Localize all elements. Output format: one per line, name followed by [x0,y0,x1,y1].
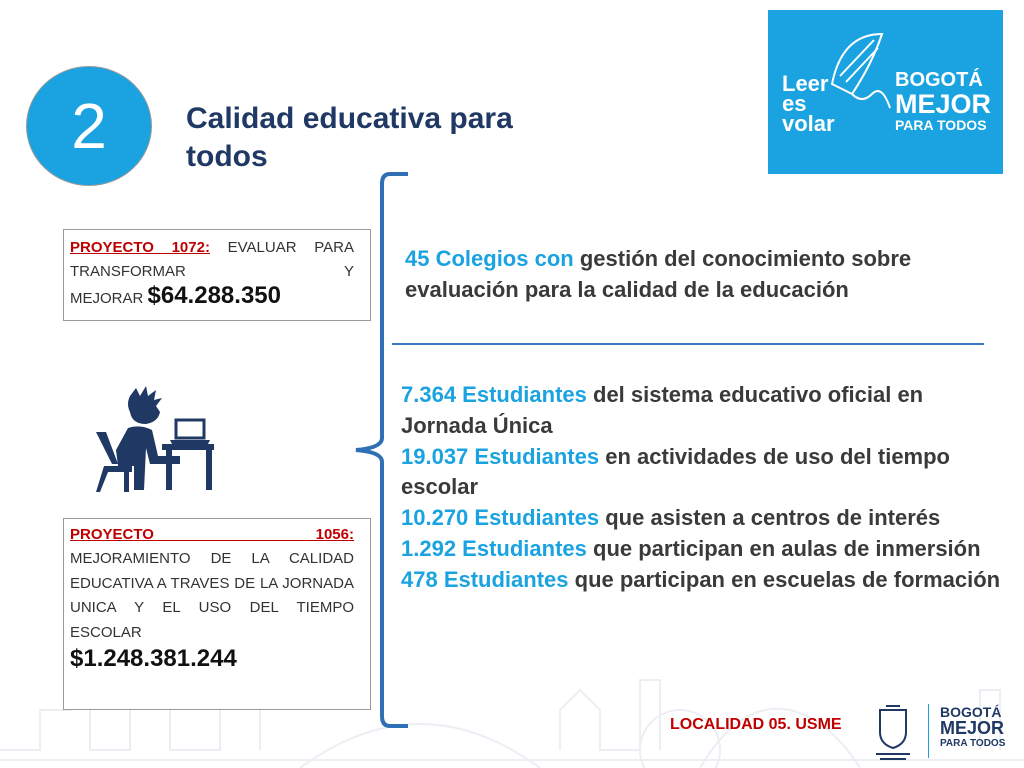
stat-highlight: 7.364 Estudiantes [401,382,587,407]
alcaldia-seal-icon [868,702,918,762]
footer-bogota: BOGOTÁ [940,704,1002,720]
slide-number: 2 [71,90,107,162]
schools-description [405,243,965,305]
divider-line [392,343,984,345]
project-1072-box [63,229,371,321]
footer-divider [928,704,929,758]
stat-highlight: 478 Estudiantes [401,566,569,592]
stat-text: que participan en escuelas de formación [574,566,1001,592]
slide-title: Calidad educativa para todos [186,102,513,173]
project-1072-text-b: MEJORAR [70,290,144,307]
bogota-mejor-logo [895,68,991,134]
project-1056-text: MEJORAMIENTO DE LA CALIDAD EDUCATIVA A TRAVES DE LA JORNADA UNICA Y EL USO DEL TIEMPO ESCOLAR [70,550,354,641]
project-1056-amount: $1.248.381.244 [70,645,237,673]
stat-item [401,380,1001,442]
student-at-desk-icon [88,386,220,496]
stat-item [401,534,1001,565]
logo-bogota: BOGOTÁ [895,69,983,91]
stat-text: del sistema educativo oficial en Jornada Única [401,382,924,438]
project-1072-code: PROYECTO 1072: [70,239,210,256]
logo-mejor: MEJOR [895,89,992,119]
footer-para-todos: PARA TODOS [940,738,1006,749]
schools-highlight: 45 Colegios con [405,246,574,271]
schools-text: gestión del conocimiento sobre evaluación para la calidad de la educación [405,246,912,302]
stat-highlight: 19.037 Estudiantes [401,443,600,469]
stat-highlight: 10.270 Estudiantes [401,505,600,531]
logo-line3: volar [782,111,835,136]
logo-para-todos: PARA TODOS [895,117,987,133]
stat-highlight: 1.292 Estudiantes [401,535,587,561]
stat-text: que asisten a centros de interés [605,505,941,531]
project-1072-text-a: EVALUAR PARA TRANSFORMAR Y [70,239,354,280]
leer-es-volar-text [782,71,835,136]
stat-text: en actividades de uso del tiempo escolar [401,443,950,500]
project-1056-box [63,518,371,710]
stat-item [401,442,1001,504]
footer-mejor: MEJOR [940,718,1005,738]
logo-line1: Leer [782,71,829,96]
project-1072-amount: $64.288.350 [147,282,281,309]
stat-item [401,503,1001,534]
localidad-label: LOCALIDAD 05. USME [670,716,842,733]
students-stats-list [401,380,1001,596]
footer-bogota-logo [940,704,1005,752]
slide-number-circle [26,66,152,186]
stat-item [401,565,1001,596]
project-1056-code: PROYECTO 1056: [70,526,354,543]
logo-line2: es [782,91,807,116]
leer-es-volar-logo [768,10,1003,174]
stat-text: que participan en aulas de inmersión [593,535,981,561]
